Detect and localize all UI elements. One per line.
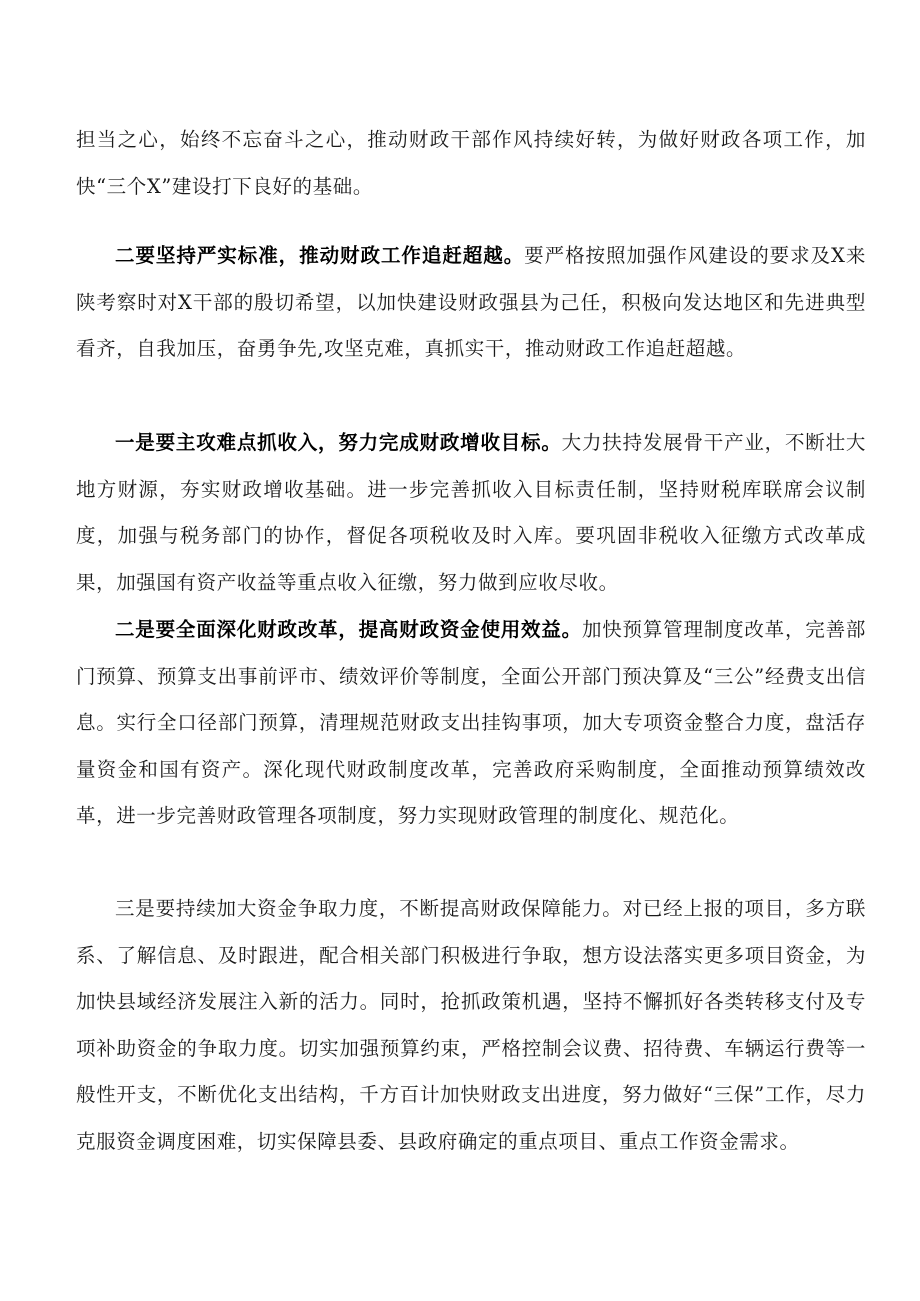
paragraph-body: 担当之心，始终不忘奋斗之心，推动财政干部作风持续好转，为做好财政各项工作，加快“三个X”建设打下良好的基础。 [76, 128, 866, 198]
paragraph-body: 三是要持续加大资金争取力度，不断提高财政保障能力。对已经上报的项目，多方联系、了解信息、及时跟进，配合相关部门积极进行争取，想方设法落实更多项目资金，为加快县域经济发展注入新的活力。同时，抢抓政策机遇，坚持不懈抓好各类转移支付及专项补助资金的争取力度。切实加强预算约束，严格控制会议费、招待费、车辆运行费等一般性开支，不断优化支出结构，千方百计加快财政支出进度，努力做好“三保”工作，尽力克服资金调度困难，切实保障县委、县政府确定的重点项目、重点工作资金需求。 [76, 897, 866, 1153]
paragraph-section-two [76, 233, 866, 373]
paragraph-continuation [76, 117, 866, 210]
paragraph-heading: 一是要主攻难点抓收入，努力完成财政增收目标。 [115, 431, 562, 454]
paragraph-item-three [76, 886, 866, 1165]
paragraph-body: 大力扶持发展骨干产业，不断壮大地方财源，夯实财政增收基础。进一步完善抓收入目标责任制，坚持财税库联席会议制度，加强与税务部门的协作，督促各项税收及时入库。要巩固非税收入征缴方式改革成果，加强国有资产收益等重点收入征缴，努力做到应收尽收。 [76, 431, 866, 594]
paragraph-item-one [76, 420, 866, 606]
paragraph-body: 加快预算管理制度改革，完善部门预算、预算支出事前评市、绩效评价等制度，全面公开部门预决算及“三公”经费支出信息。实行全口径部门预算，清理规范财政支出挂钩事项，加大专项资金整合力度，盘活存量资金和国有资产。深化现代财政制度改革，完善政府采购制度，全面推动预算绩效改革，进一步完善财政管理各项制度，努力实现财政管理的制度化、规范化。 [76, 618, 866, 827]
paragraph-heading: 二是要全面深化财政改革，提高财政资金使用效益。 [115, 618, 582, 641]
paragraph-heading: 二要坚持严实标准，推动财政工作追赶超越。 [115, 244, 525, 267]
paragraph-item-two [76, 607, 866, 840]
paragraph-body: 要严格按照加强作风建设的要求及X来陕考察时对X干部的殷切希望，以加快建设财政强县为己任，积极向发达地区和先进典型看齐，自我加压，奋勇争先,攻坚克难，真抓实干，推动财政工作追赶超越。 [76, 244, 866, 360]
